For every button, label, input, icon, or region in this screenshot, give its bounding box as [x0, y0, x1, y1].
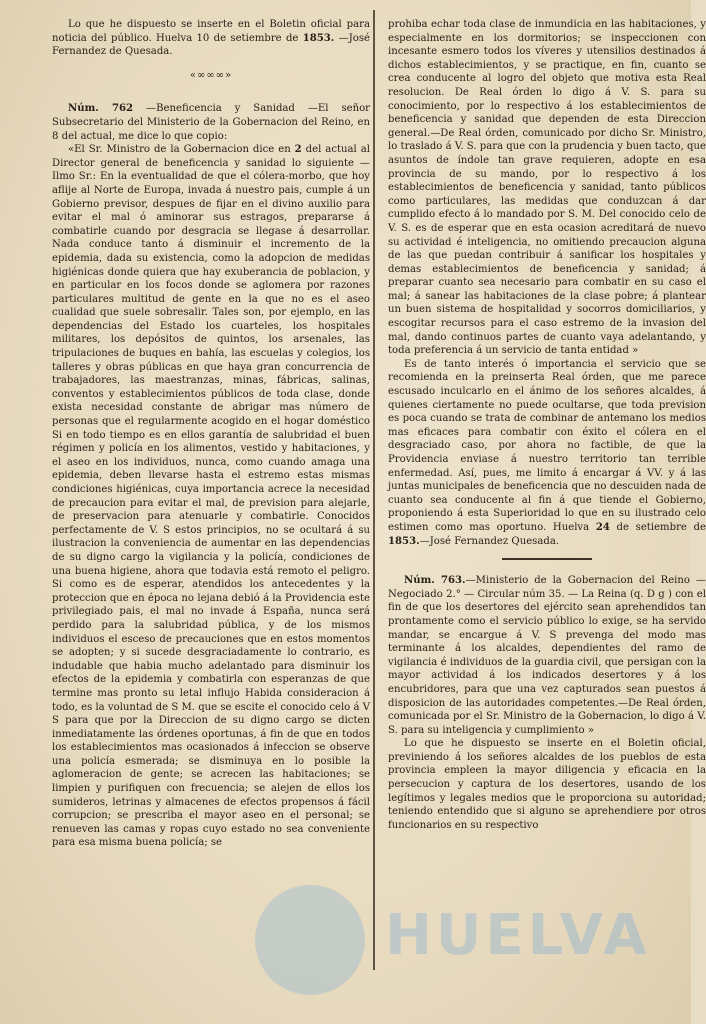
- article-763-closing: Lo que he dispuesto se inserte en el Boletin oficial, previniendo á los señores alcaldes de los pueblos de esta provincia empleen la mayor diligencia y eficacia en la persecucion y captura de los desertores, usando de los legítimos y legales medios que le proporciona su autoridad; teniendo entendido que si alguno se aprehendiere por otros funcionarios en su respectivo: [388, 738, 706, 831]
- right-column: [388, 18, 706, 978]
- article-762-title: —Beneficencia y Sanidad —El señor Subsecretario del Ministerio de la Gobernacion del Reino, en 8 del actual, me dice lo que copio:: [52, 103, 371, 142]
- article-763-number: Núm. 763.: [404, 575, 466, 587]
- article-762-closing-year: 1853.: [388, 535, 420, 547]
- column-rule: [373, 10, 375, 970]
- article-762-signature: —José Fernandez Quesada.: [419, 535, 560, 547]
- closing-year: 1853.: [302, 32, 335, 44]
- closing-paragraph: [52, 18, 370, 59]
- closing-signature: —José Fernandez de Quesada.: [52, 32, 370, 58]
- closing-text: Lo que he dispuesto se inserte en el Boletin oficial para noticia del público. Huelva 10 de setiembre de: [52, 19, 370, 44]
- article-762-day: 2: [294, 144, 302, 156]
- article-762-body-start: «El Sr. Ministro de la Gobernacion dice en: [68, 144, 295, 156]
- article-762-closing-day: 24: [595, 521, 610, 533]
- article-762-number: Núm. 762: [68, 103, 134, 115]
- ornament-divider: «∞∞∞»: [189, 69, 233, 81]
- article-762-body-text: del actual al Director general de beneficencia y sanidad lo siguiente —Ilmo Sr.: En la eventualidad de que el cólera-morbo, que hoy aflije al Norte de Europa, invada á nuestro pais, cumple á un Gobierno previsor, despues de fijar en el divino auxilio para evitar el mal ó aminorar sus estragos, prepararse á combatirle cuando por desgracia se llegase á desarrollar. Nada conduce tanto á disminuir el incremento de la epidemia, dada su existencia, como la adopcion de medidas higiénicas donde quiera que hay exuberancia de poblacion, y en particular en los focos donde se aglomera por razones particulares multitud de gente en la que no es el aseo cualidad que suele sobresalir. Tales son, por ejemplo, en las dependencias del Estado los cuarteles, los hospitales militares, los depósitos de quintos, los arsenales, las tripulaciones de buques en bahía, las escuelas y colegios, los talleres y obras públicas en que haya gran concurrencia de trabajadores, las maestranzas, minas, fábricas, salinas, conventos y establecimientos públicos de toda clase, donde exista necesidad constante de abrigar mas número de personas que el regularmente acogido en el hogar doméstico Si en todo tiempo es en ellos garantía de salubridad el buen régimen y policía en los alimentos, vestido y habitaciones, y el aseo en los individuos, nunca, como cuando amaga una epidemia, deben llevarse hasta el estremo estas mismas condiciones higiénicas, cuya importancia acrece la necesidad de precaucion para evitar el mal, de prevision para alejarle, de preservacion para atenuarle y combatirle. Conocidos perfectamente de V. S estos principios, no se ocultará á su ilustracion la conveniencia de aumentar en las dependencias de su digno cargo la vigilancia y la policía, condiciones de una buena higiene, ahora que todavia está remoto el peligro. Si como es de esperar, atendidos los antecedentes y la proteccion que en época no lejana debió á la Providencia este privilegiado pais, el mal no invade á España, nunca será perdido para la salubridad pública, y de los mismos individuos el esceso de precauciones que en estos momentos se adopten; y si sucede desgraciadamente lo contrario, es indudable que habia mucho adelantado para disminuir los efectos de la epidemia y combatirla con esperanzas de que termine mas pronto su letal influjo Habida consideracion á todo, es la voluntad de S M. que se escite el conocido celo á V S para que por la Direccion de su digno cargo se dicten inmediatamente las órdenes oportunas, á fin de que en todos los establecimientos mas ocasionados á infeccion se observe una policía esmerada; se disminuya en lo posible la aglomeracion de gente; se acrecen las habitaciones; se limpien y purifiquen con frecuencia; se alejen de ellos los sumideros, letrinas y almacenes de efectos propensos á fácil corrupcion; se prescriba el mayor aseo en el personal; se renueven las camas y ropas cuyo estado no sea conveniente para esa misma buena policía; se: [52, 144, 371, 849]
- article-762-continuation: prohiba echar toda clase de inmundicia en las habitaciones, y especialmente en los dormitorios; se inspeccionen con incesante esmero todos los víveres y utensilios destinados á dichos establecimientos, y se practique, en fin, cuanto se crea conducente al logro del objeto que motiva esta Real resolucion. De Real órden lo digo á V. S. para su conocimiento, por lo respectivo á los establecimientos de beneficencia y sanidad que dependen de esta Direccion general.—De Real órden, comunicado por dicho Sr. Ministro, lo traslado á V. S. para que con la prudencia y buen tacto, que asuntos de índole tan grave requieren, adopte en esa provincia de su mando, por lo respectivo á los establecimientos de beneficencia y sanidad, tanto públicos como particulares, las medidas que conduzcan á dar cumplido efecto á lo mandado por S. M. Del conocido celo de V. S. es de esperar que en esta ocasion acreditará de nuevo su actividad é inteligencia, no omitiendo precaucion alguna de las que puedan contribuir á sanificar los hospitales y demas establecimientos de beneficencia y sanidad; á preparar cuanto sea necesario para combatir en su caso el mal; á sanear las habitaciones de la clase pobre; á plantear un buen sistema de hospitalidad y socorros domiciliarios, y escogitar recursos para el caso estremo de la invasion del mal, dando continuos partes de cuanto vaya adelantando, y toda preferencia á un servicio de tanta entidad »: [388, 19, 706, 357]
- article-762-closing: [388, 358, 706, 548]
- article-763-heading: [388, 574, 706, 737]
- section-divider: [502, 558, 592, 560]
- article-763-body: —Ministerio de la Gobernacion del Reino —Negociado 2.° — Circular núm 35. — La Reina (q. D g ) con el fin de que los desertores del ejército sean aprehendidos tan prontamente como el servicio público lo exige, se ha servido mandar, se encargue á V. S prevenga del modo mas terminante á los alcaldes, dependientes del ramo de vigilancia é individuos de la guardia civil, que persigan con la mayor actividad á los indicados desertores y á los encubridores, para que una vez capturados sean puestos á disposicion de las autoridades competentes.—De Real órden, comunicada por el Sr. Ministro de la Gobernacion, lo digo á V. S. para su inteligencia y cumplimiento »: [388, 575, 706, 736]
- watermark-text: HUELVA: [385, 903, 651, 968]
- left-column: [52, 18, 370, 1008]
- article-762-closing-month: de setiembre de: [609, 521, 706, 533]
- article-762-body: [52, 143, 370, 850]
- article-762-closing-text: Es de tanto interés ó importancia el servicio que se recomienda en la preinserta Real órden, que me parece escusado inculcarlo en el ánimo de los señores alcaldes, á quienes ciertamente no puede ocultarse, que toda prevision es poca cuando se trata de combinar de antemano los medios mas eficaces para combatir con éxito el cólera en el desgraciado caso, por ahora no factible, de que la Providencia enviase á nuestro territorio tan terrible enfermedad. Así, pues, me limito á encargar á VV. y á las juntas municipales de beneficencia que no descuiden nada de cuanto sea conducente al fin á que tiende el Gobierno, proponiendo á esta Superioridad lo que en su ilustrado celo estimen como mas oportuno. Huelva: [388, 358, 706, 533]
- article-762-heading: [52, 102, 370, 143]
